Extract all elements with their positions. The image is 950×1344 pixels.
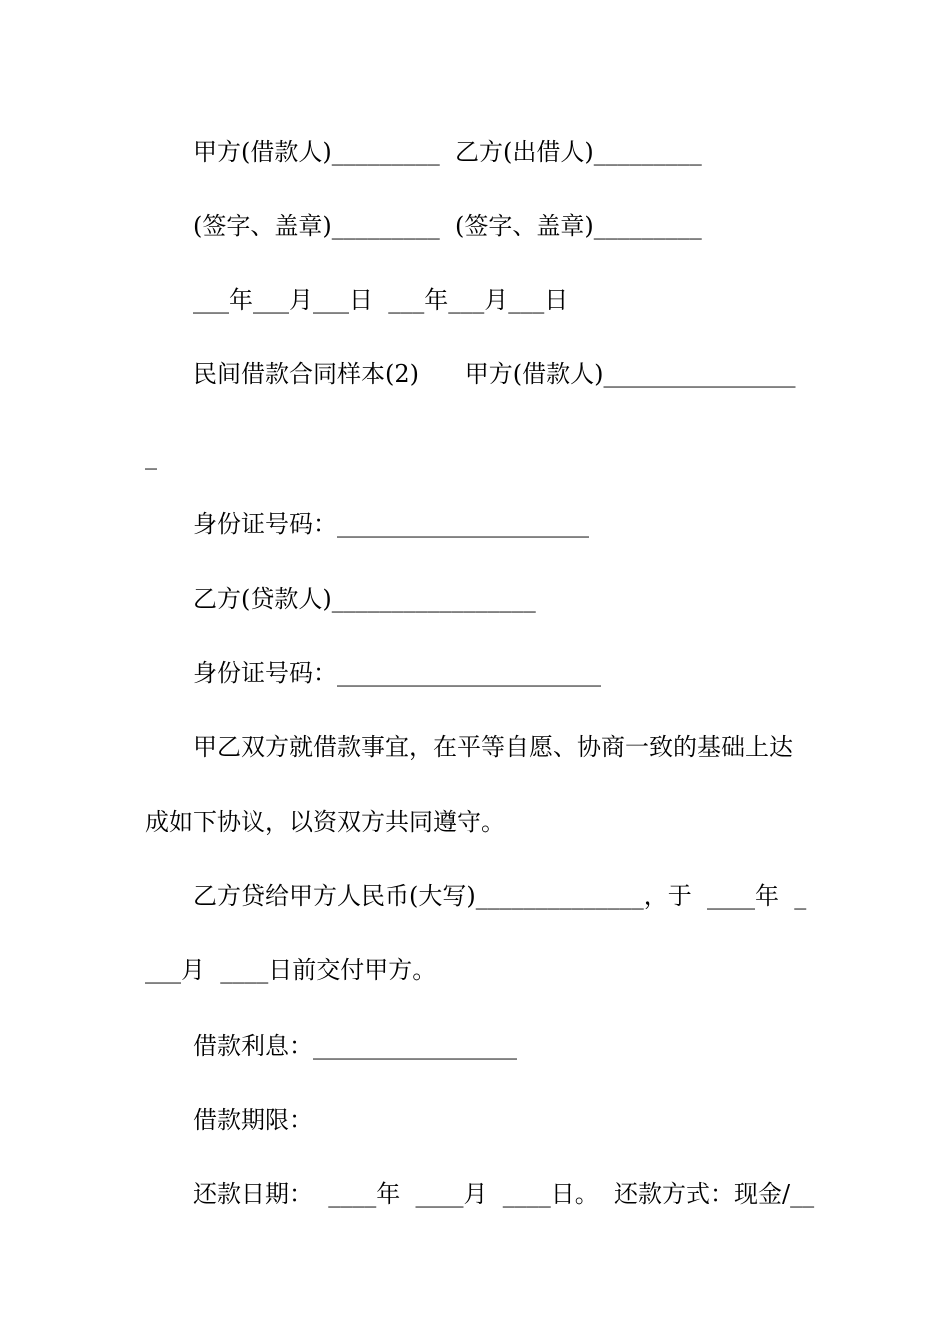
loan-term-line: 借款期限： (193, 1106, 313, 1134)
wrapped-underscore-line: _ (145, 442, 157, 470)
party-a-id-line: 身份证号码：_____________________ (193, 510, 589, 538)
party-a-b-name-line: 甲方(借款人)_________ 乙方(出借人)_________ (193, 138, 702, 166)
sample-title-line: 民间借款合同样本(2) 甲方(借款人)________________ (193, 360, 796, 388)
party-b-id-line: 身份证号码：______________________ (193, 659, 601, 687)
agreement-intro-continued-line: 成如下协议，以资双方共同遵守。 (145, 808, 505, 836)
loan-amount-line: 乙方贷给甲方人民币(大写)______________，于 ____年 _ (193, 882, 807, 910)
agreement-intro-line: 甲乙双方就借款事宜，在平等自愿、协商一致的基础上达 (193, 733, 793, 761)
signature-seal-line: (签字、盖章)_________ (签字、盖章)_________ (193, 212, 702, 240)
party-b-lender-line: 乙方(贷款人)_________________ (193, 585, 536, 613)
loan-interest-line: 借款利息：_________________ (193, 1032, 517, 1060)
loan-delivery-date-line: ___月 ____日前交付甲方。 (145, 956, 437, 984)
repayment-date-method-line: 还款日期： ____年 ____月 ____日。 还款方式：现金/__ (193, 1180, 815, 1208)
date-line: ___年___月___日 ___年___月___日 (193, 286, 569, 314)
